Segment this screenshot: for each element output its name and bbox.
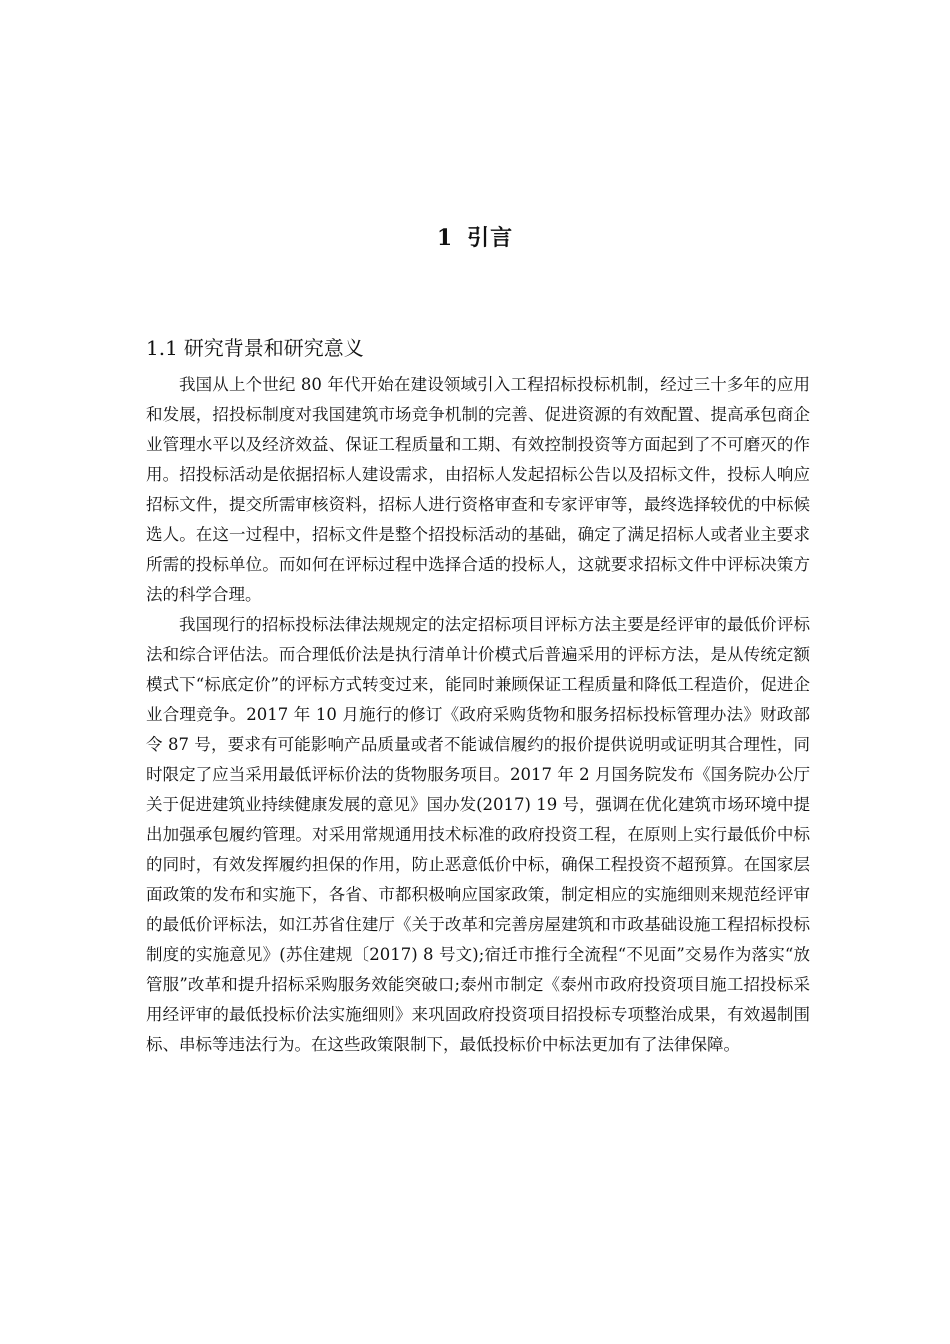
section-title: 研究背景和研究意义 <box>183 335 364 360</box>
section-number: 1.1 <box>146 335 178 360</box>
paragraph: 我国从上个世纪 80 年代开始在建设领域引入工程招标投标机制，经过三十多年的应用和发展，招投标制度对我国建筑市场竞争机制的完善、促进资源的有效配置、提高承包商企业管理水平以及经济效益、保证工程质量和工期、有效控制投资等方面起到了不可磨灭的作用。招投标活动是依据招标人建设需求，由招标人发起招标公告以及招标文件，投标人响应招标文件，提交所需审核资料，招标人进行资格审查和专家评审等，最终选择较优的中标候选人。在这一过程中，招标文件是整个招投标活动的基础，确定了满足招标人或者业主要求所需的投标单位。而如何在评标过程中选择合适的投标人，这就要求招标文件中评标决策方法的科学合理。 <box>146 375 810 604</box>
chapter-number: 1 <box>436 224 454 251</box>
chapter-heading <box>0 221 950 252</box>
paragraph: 我国现行的招标投标法律法规规定的法定招标项目评标方法主要是经评审的最低价评标法和综合评估法。而合理低价法是执行清单计价模式后普遍采用的评标方法，是从传统定额模式下“标底定价”的评标方式转变过来，能同时兼顾保证工程质量和降低工程造价，促进企业合理竞争。2017 年 10 月施行的修订《政府采购货物和服务招标投标管理办法》财政部令 87 号，要求有可能影响产品质量或者不能诚信履约的报价提供说明或证明其合理性，同时限定了应当采用最低评标价法的货物服务项目。2017 年 2 月国务院发布《国务院办公厅关于促进建筑业持续健康发展的意见》国办发(2017) 19 号，强调在优化建筑市场环境中提出加强承包履约管理。对采用常规通用技术标准的政府投资工程，在原则上实行最低价中标的同时，有效发挥履约担保的作用，防止恶意低价中标，确保工程投资不超预算。在国家层面政策的发布和实施下，各省、市都积极响应国家政策，制定相应的实施细则来规范经评审的最低价评标法，如江苏省住建厅《关于改革和完善房屋建筑和市政基础设施工程招标投标制度的实施意见》(苏住建规〔2017) 8 号文);宿迁市推行全流程“不见面”交易作为落实“放管服”改革和提升招标采购服务效能突破口;泰州市制定《泰州市政府投资项目施工招投标采用经评审的最低投标价法实施细则》来巩固政府投资项目招投标专项整治成果，有效遏制围标、串标等违法行为。在这些政策限制下，最低投标价中标法更加有了法律保障。 <box>146 615 810 1054</box>
chapter-title: 引言 <box>467 224 514 251</box>
body-text <box>146 370 810 1060</box>
section-heading <box>146 332 364 361</box>
